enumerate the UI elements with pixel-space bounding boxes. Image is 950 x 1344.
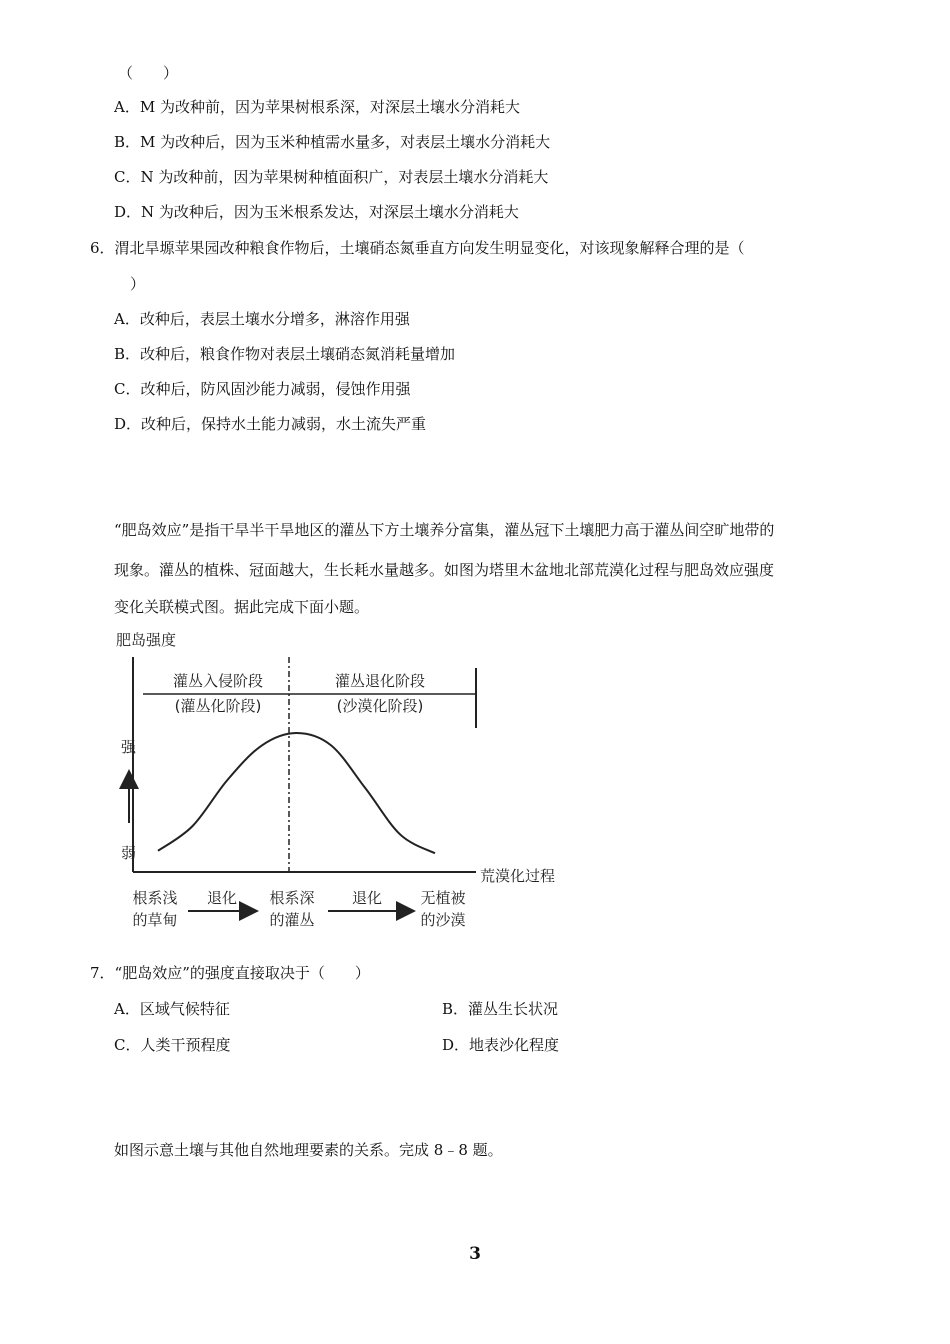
q5-option-a: A．M 为改种前，因为苹果树根系深，对深层土壤水分消耗大 xyxy=(114,98,520,116)
q5-option-d: D．N 为改种后，因为玉米根系发达，对深层土壤水分消耗大 xyxy=(114,203,519,221)
shrub-label-1: 根系深 xyxy=(269,889,315,907)
q6-option-a: A．改种后，表层土壤水分增多，淋溶作用强 xyxy=(114,310,410,328)
q7-option-d: D．地表沙化程度 xyxy=(442,1036,560,1054)
stage1-label-1: 灌丛入侵阶段 xyxy=(172,672,264,690)
passage-line-2: 现象。灌丛的植株、冠面越大，生长耗水量越多。如图为塔里木盆地北部荒漠化过程与肥岛效应强度 xyxy=(114,561,775,579)
q7-option-c: C．人类干预程度 xyxy=(114,1036,231,1054)
shrub-label-2: 的灌丛 xyxy=(269,911,315,929)
q7-option-b: B．灌丛生长状况 xyxy=(442,1000,559,1018)
q6-stem-end: ） xyxy=(130,275,146,293)
q6-stem: 6．渭北旱塬苹果园改种粮食作物后，土壤硝态氮垂直方向发生明显变化，对该现象解释合理的是（ xyxy=(90,239,745,257)
meadow-label-1: 根系浅 xyxy=(132,889,178,907)
q6-option-c: C．改种后，防风固沙能力减弱，侵蚀作用强 xyxy=(114,380,411,398)
weak-label: 弱 xyxy=(121,844,137,862)
passage-line-1: “肥岛效应”是指干旱半干旱地区的灌丛下方土壤养分富集，灌丛冠下土壤肥力高于灌丛间空旷地带的 xyxy=(114,521,775,539)
desertification-figure xyxy=(100,625,580,940)
q5-option-c: C．N 为改种前，因为苹果树种植面积广，对表层土壤水分消耗大 xyxy=(114,168,549,186)
degrade-label-2: 退化 xyxy=(351,889,383,907)
degrade-label-1: 退化 xyxy=(206,889,238,907)
stage2-label-1: 灌丛退化阶段 xyxy=(334,672,426,690)
q6-option-b: B．改种后，粮食作物对表层土壤硝态氮消耗量增加 xyxy=(114,345,456,363)
q8-intro: 如图示意土壤与其他自然地理要素的关系。完成 8﹣8 题。 xyxy=(114,1141,503,1159)
desert-label-1: 无植被 xyxy=(420,889,466,907)
meadow-label-2: 的草甸 xyxy=(132,911,178,929)
q5-bracket: （ ） xyxy=(118,64,179,82)
q7-stem: 7．“肥岛效应”的强度直接取决于（ ） xyxy=(90,964,370,982)
stage2-label-2: (沙漠化阶段) xyxy=(336,697,424,715)
strong-label: 强 xyxy=(121,738,137,756)
x-axis-title: 荒漠化过程 xyxy=(480,867,556,885)
passage-line-3: 变化关联模式图。据此完成下面小题。 xyxy=(114,598,370,616)
fertility-island-curve xyxy=(158,733,435,853)
y-axis-title: 肥岛强度 xyxy=(116,631,177,649)
q7-option-a: A．区域气候特征 xyxy=(114,1000,230,1018)
q6-option-d: D．改种后，保持水土能力减弱，水土流失严重 xyxy=(114,415,427,433)
desert-label-2: 的沙漠 xyxy=(420,911,466,929)
q5-option-b: B．M 为改种后，因为玉米种植需水量多，对表层土壤水分消耗大 xyxy=(114,133,551,151)
page-number: 3 xyxy=(469,1244,481,1264)
stage1-label-2: (灌丛化阶段) xyxy=(174,697,262,715)
